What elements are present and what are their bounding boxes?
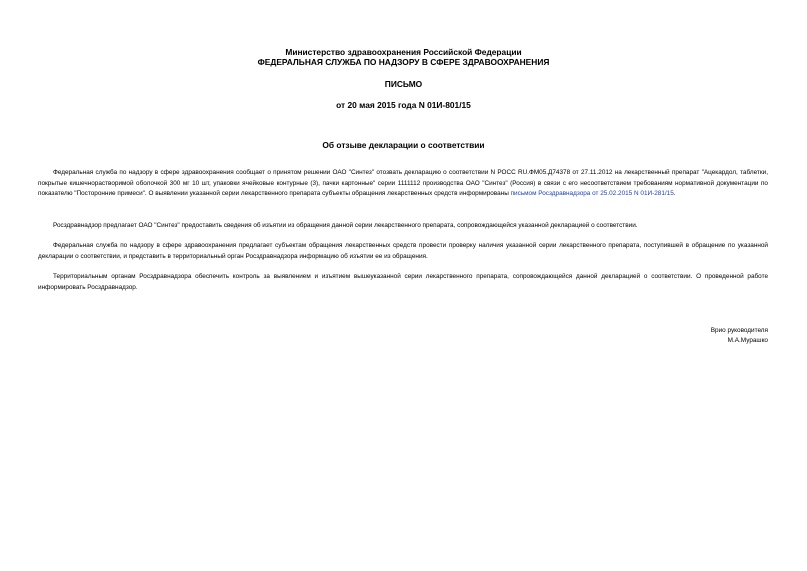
paragraph-3 [38,241,768,262]
paragraph-3-text: Федеральная служба по надзору в сфере здравоохранения предлагает субъектам обращения лекарственных средств провести проверку наличия указанной серии лекарственного препарата, поступившей в обращение по указанной декларации о соответствии, и представить в территориальный орган Росздравнадзора информацию об изъятии ее из обращения. [38,242,768,260]
paragraph-1 [38,168,768,200]
document-date-number: от 20 мая 2015 года N 01И-801/15 [336,100,471,110]
paragraph-2 [38,221,768,232]
document-type: ПИСЬМО [384,79,423,89]
document-subject: Об отзыве декларации о соответствии [322,140,485,150]
ministry-title: Министерство здравоохранения Российской Федерации [285,47,522,57]
paragraph-2-text: Росздравнадзор предлагает ОАО "Синтез" предоставить сведения об изъятии из обращения данной серии лекарственного препарата, сопровождающейся указанной декларацией о соответствии. [53,222,638,229]
paragraph-4-text: Территориальным органам Росздравнадзора обеспечить контроль за выявлением и изъятием вышеуказанной серии лекарственного препарата, сопровождающейся данной декларацией о соответствии. О проведенной работе информировать Росздравнадзор. [38,273,768,291]
letter-reference-link[interactable]: письмом Росздравнадзора от 25.02.2015 N 01И-281/15 [510,190,674,197]
signature-position: Врио руководителя [710,327,768,334]
paragraph-1-end: . [673,190,676,197]
signature-name: М.А.Мурашко [727,337,768,344]
paragraph-4 [38,272,768,293]
service-title: ФЕДЕРАЛЬНАЯ СЛУЖБА ПО НАДЗОРУ В СФЕРЕ ЗДРАВООХРАНЕНИЯ [257,57,550,67]
paragraph-1-text: Федеральная служба по надзору в сфере здравоохранения сообщает о принятом решении ОАО "Синтез" отозвать декларацию о соответствии N РОСС RU.ФМ05.Д74378 от 27.11.2012 на лекарственный препарат "Ацекардол, таблетки, покрытые кишечнорастворимой оболочкой 300 мг 10 шт, упаковки ячейковые контурные (3), пачки картонные" серии 1111112 производства ОАО "Синтез" (Россия) в связи с его несоответствием требованиям нормативной документации по показателю "Посторонние примеси". О выявлении указанной серии лекарственного препарата субъекты обращения лекарственных средств информированы [38,169,768,197]
